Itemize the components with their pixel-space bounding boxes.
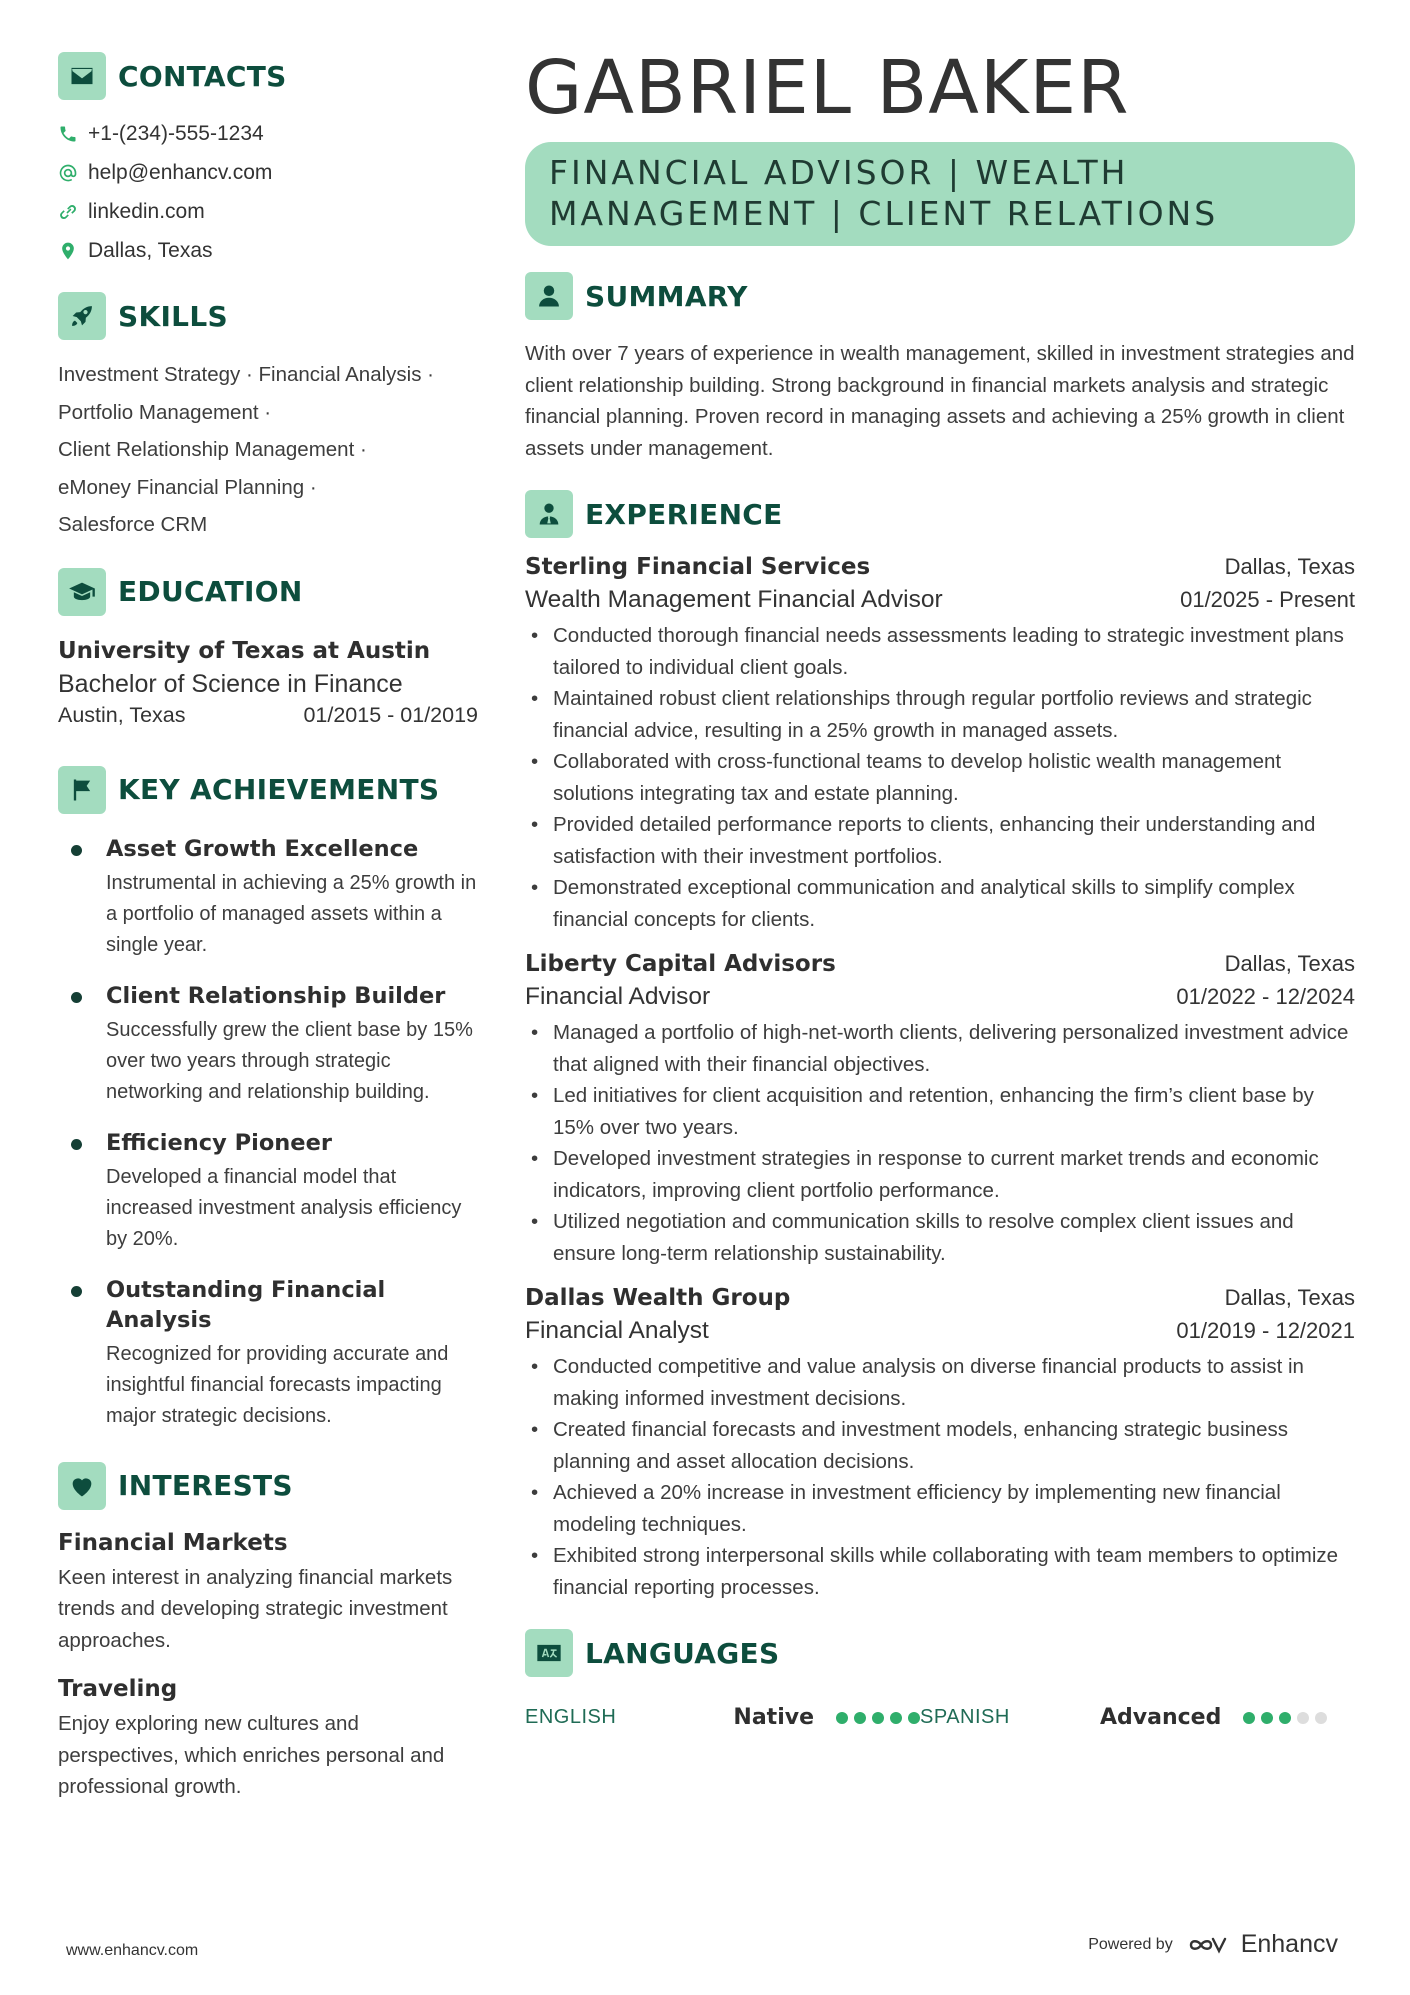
job-entry: [525, 951, 1355, 1269]
languages-header: [525, 1629, 1355, 1677]
job-bullet: • Led initiatives for client acquisition and retention, enhancing the firm’s client base by 15% over two years.: [525, 1080, 1355, 1143]
left-column: [58, 52, 478, 1803]
phone-icon: [58, 124, 88, 144]
rating-dot-filled: [1261, 1712, 1273, 1724]
job-dates: 01/2022 - 12/2024: [1176, 984, 1355, 1009]
bullet-dot: [71, 1139, 82, 1150]
bullet-dot: [71, 845, 82, 856]
skills-line: Investment Strategy · Financial Analysis ·: [58, 363, 434, 386]
brand-name: Enhancv: [1240, 1930, 1338, 1958]
phone-text: +1-(234)-555-1234: [88, 121, 264, 145]
language-name: SPANISH: [920, 1706, 1010, 1728]
job-role: Financial Advisor: [525, 983, 711, 1010]
contact-phone[interactable]: [58, 114, 478, 153]
job-title-line: MANAGEMENT | CLIENT RELATIONS: [549, 194, 1219, 233]
flag-icon: [58, 766, 106, 814]
link-icon: [58, 202, 88, 222]
education-section: [58, 568, 478, 728]
rating-dot-empty: [1297, 1712, 1309, 1724]
interests-section: [58, 1462, 478, 1803]
languages-row: [525, 1705, 1355, 1730]
job-location: Dallas, Texas: [1224, 951, 1355, 976]
footer-website[interactable]: www.enhancv.com: [66, 1942, 199, 1959]
language-level: Advanced: [1100, 1705, 1222, 1730]
job-header: [525, 951, 1355, 977]
education-degree: Bachelor of Science in Finance: [58, 669, 403, 698]
contact-linkedin[interactable]: [58, 192, 478, 231]
heart-icon: [58, 1462, 106, 1510]
languages-title: LANGUAGES: [585, 1636, 780, 1670]
interest-title: Financial Markets: [58, 1529, 288, 1556]
job-location: Dallas, Texas: [1224, 1285, 1355, 1310]
job-bullet: • Maintained robust client relationships through regular portfolio reviews and strategic financial advice, resulting in a 25% growth in managed assets.: [525, 683, 1355, 746]
rating-dot-filled: [890, 1712, 902, 1724]
job-company: Liberty Capital Advisors: [525, 951, 836, 977]
skills-line: eMoney Financial Planning ·: [58, 475, 317, 499]
envelope-icon: [58, 52, 106, 100]
job-title-line: FINANCIAL ADVISOR | WEALTH: [549, 153, 1129, 192]
job-bullet: • Achieved a 20% increase in investment efficiency by implementing new financial modeling techniques.: [525, 1477, 1355, 1540]
language-item: [920, 1705, 1355, 1730]
skills-title: SKILLS: [118, 299, 228, 333]
job-dates: 01/2019 - 12/2021: [1176, 1318, 1355, 1343]
education-location: Austin, Texas: [58, 702, 186, 727]
briefcase-user-icon: [525, 490, 573, 538]
user-icon: [525, 272, 573, 320]
job-header: [525, 554, 1355, 580]
contacts-title: CONTACTS: [118, 59, 287, 93]
interests-header: [58, 1462, 478, 1510]
experience-header: [525, 490, 1355, 538]
achievement-desc: Successfully grew the client base by 15% over two years through strategic networking and relationship building.: [106, 1018, 473, 1103]
rocket-icon: [58, 292, 106, 340]
contact-email[interactable]: [58, 153, 478, 192]
interest-desc: Enjoy exploring new cultures and perspectives, which enriches personal and professional growth.: [58, 1712, 445, 1798]
summary-text: With over 7 years of experience in wealth management, skilled in investment strategies and client relationship building. Strong background in financial markets analysis and strategic financial planning. Proven record in managing assets and achieving a 25% growth in client assets under management.: [525, 342, 1355, 460]
job-bullets: [525, 620, 1355, 935]
job-subheader: [525, 1317, 1355, 1345]
interest-desc: Keen interest in analyzing financial markets trends and developing strategic investment approaches.: [58, 1565, 453, 1652]
achievement-item: [58, 1275, 478, 1432]
achievement-desc: Instrumental in achieving a 25% growth in a portfolio of managed assets within a single year.: [106, 871, 477, 956]
bullet-dot: [71, 992, 82, 1003]
job-bullet: • Utilized negotiation and communication skills to resolve complex client issues and ensure long-term relationship sustainability.: [525, 1206, 1355, 1269]
language-name: ENGLISH: [525, 1706, 617, 1728]
skills-list: [58, 356, 478, 544]
location-text: Dallas, Texas: [88, 238, 213, 262]
language-item: [525, 1705, 920, 1730]
email-text: help@enhancv.com: [88, 160, 273, 184]
rating-dot-filled: [908, 1712, 920, 1724]
achievement-item: [58, 1128, 478, 1255]
job-subheader: [525, 983, 1355, 1011]
job-bullet: • Exhibited strong interpersonal skills while collaborating with team members to optimize financial reporting processes.: [525, 1540, 1355, 1603]
achievement-title: Outstanding Financial Analysis: [106, 1276, 386, 1333]
education-dates: 01/2015 - 01/2019: [303, 702, 478, 727]
job-company: Sterling Financial Services: [525, 554, 871, 580]
rating-dot-filled: [836, 1712, 848, 1724]
language-rating: [836, 1712, 920, 1724]
skills-line: Client Relationship Management ·: [58, 438, 367, 461]
rating-dot-filled: [854, 1712, 866, 1724]
achievement-desc: Recognized for providing accurate and insightful financial forecasts impacting major strategic decisions.: [106, 1342, 449, 1427]
contact-location: [58, 231, 478, 270]
job-bullet: • Conducted competitive and value analysis on diverse financial products to assist in making informed investment decisions.: [525, 1351, 1355, 1414]
education-header: [58, 568, 478, 616]
skills-header: [58, 292, 478, 340]
education-title: EDUCATION: [118, 575, 303, 608]
skills-line: Portfolio Management ·: [58, 400, 272, 424]
summary-header: [525, 272, 1355, 320]
achievement-title: Client Relationship Builder: [106, 982, 446, 1009]
job-location: Dallas, Texas: [1224, 554, 1355, 579]
job-bullet: • Conducted thorough financial needs assessments leading to strategic investment plans tailored to individual client goals.: [525, 620, 1355, 683]
languages-section: [525, 1629, 1355, 1730]
achievement-title: Asset Growth Excellence: [106, 835, 419, 862]
job-bullet: • Developed investment strategies in response to current market trends and economic indicators, improving client portfolio performance.: [525, 1143, 1355, 1206]
job-subheader: [525, 586, 1355, 614]
job-bullet: • Created financial forecasts and investment models, enhancing strategic business planning and asset allocation decisions.: [525, 1414, 1355, 1477]
skills-section: [58, 292, 478, 544]
language-icon: [525, 1629, 573, 1677]
achievements-header: [58, 766, 478, 814]
interest-title: Traveling: [58, 1676, 178, 1702]
skills-line: Salesforce CRM: [58, 513, 208, 536]
brand-logo: [1187, 1930, 1338, 1959]
interests-title: INTERESTS: [118, 1469, 293, 1502]
enhancv-logo-icon: [1187, 1932, 1233, 1958]
powered-by-label: Powered by: [1088, 1935, 1173, 1953]
job-header: [525, 1285, 1355, 1311]
achievement-item: [58, 834, 478, 961]
job-dates: 01/2025 - Present: [1180, 587, 1355, 612]
contact-list: [58, 114, 478, 270]
achievements-section: [58, 766, 478, 1432]
job-bullets: [525, 1017, 1355, 1269]
education-school: University of Texas at Austin: [58, 637, 431, 664]
job-bullet: • Demonstrated exceptional communication and analytical skills to simplify complex financial concepts for clients.: [525, 872, 1355, 935]
job-role: Wealth Management Financial Advisor: [525, 586, 943, 613]
right-column: [525, 45, 1355, 1730]
location-pin-icon: [58, 241, 88, 261]
at-icon: [58, 163, 88, 183]
rating-dot-empty: [1315, 1712, 1327, 1724]
linkedin-text: linkedin.com: [88, 199, 205, 223]
rating-dot-filled: [1279, 1712, 1291, 1724]
achievement-item: [58, 981, 478, 1108]
job-company: Dallas Wealth Group: [525, 1285, 791, 1311]
summary-title: SUMMARY: [585, 279, 748, 313]
job-title-band: [525, 142, 1355, 246]
job-role: Financial Analyst: [525, 1317, 709, 1344]
experience-title: EXPERIENCE: [585, 497, 783, 531]
achievement-desc: Developed a financial model that increased investment analysis efficiency by 20%.: [106, 1165, 462, 1250]
achievements-title: KEY ACHIEVEMENTS: [118, 773, 440, 806]
job-entry: [525, 554, 1355, 935]
summary-section: [525, 272, 1355, 464]
job-bullet: • Collaborated with cross-functional teams to develop holistic wealth management solutions integrating tax and estate planning.: [525, 746, 1355, 809]
job-entry: [525, 1285, 1355, 1603]
language-level: Native: [733, 1705, 814, 1730]
contacts-header: [58, 52, 478, 100]
footer-branding[interactable]: [1088, 1930, 1338, 1959]
rating-dot-filled: [1243, 1712, 1255, 1724]
language-rating: [1243, 1712, 1327, 1724]
candidate-name: GABRIEL BAKER: [525, 45, 1130, 131]
graduation-cap-icon: [58, 568, 106, 616]
experience-section: [525, 490, 1355, 1603]
contacts-section: [58, 52, 478, 270]
achievement-title: Efficiency Pioneer: [106, 1129, 332, 1156]
job-bullet: • Managed a portfolio of high-net-worth clients, delivering personalized investment advice that aligned with their financial objectives.: [525, 1017, 1355, 1080]
job-bullets: [525, 1351, 1355, 1603]
job-bullet: • Provided detailed performance reports to clients, enhancing their understanding and satisfaction with their investment portfolios.: [525, 809, 1355, 872]
education-meta: [58, 703, 478, 728]
bullet-dot: [71, 1286, 82, 1297]
rating-dot-filled: [872, 1712, 884, 1724]
